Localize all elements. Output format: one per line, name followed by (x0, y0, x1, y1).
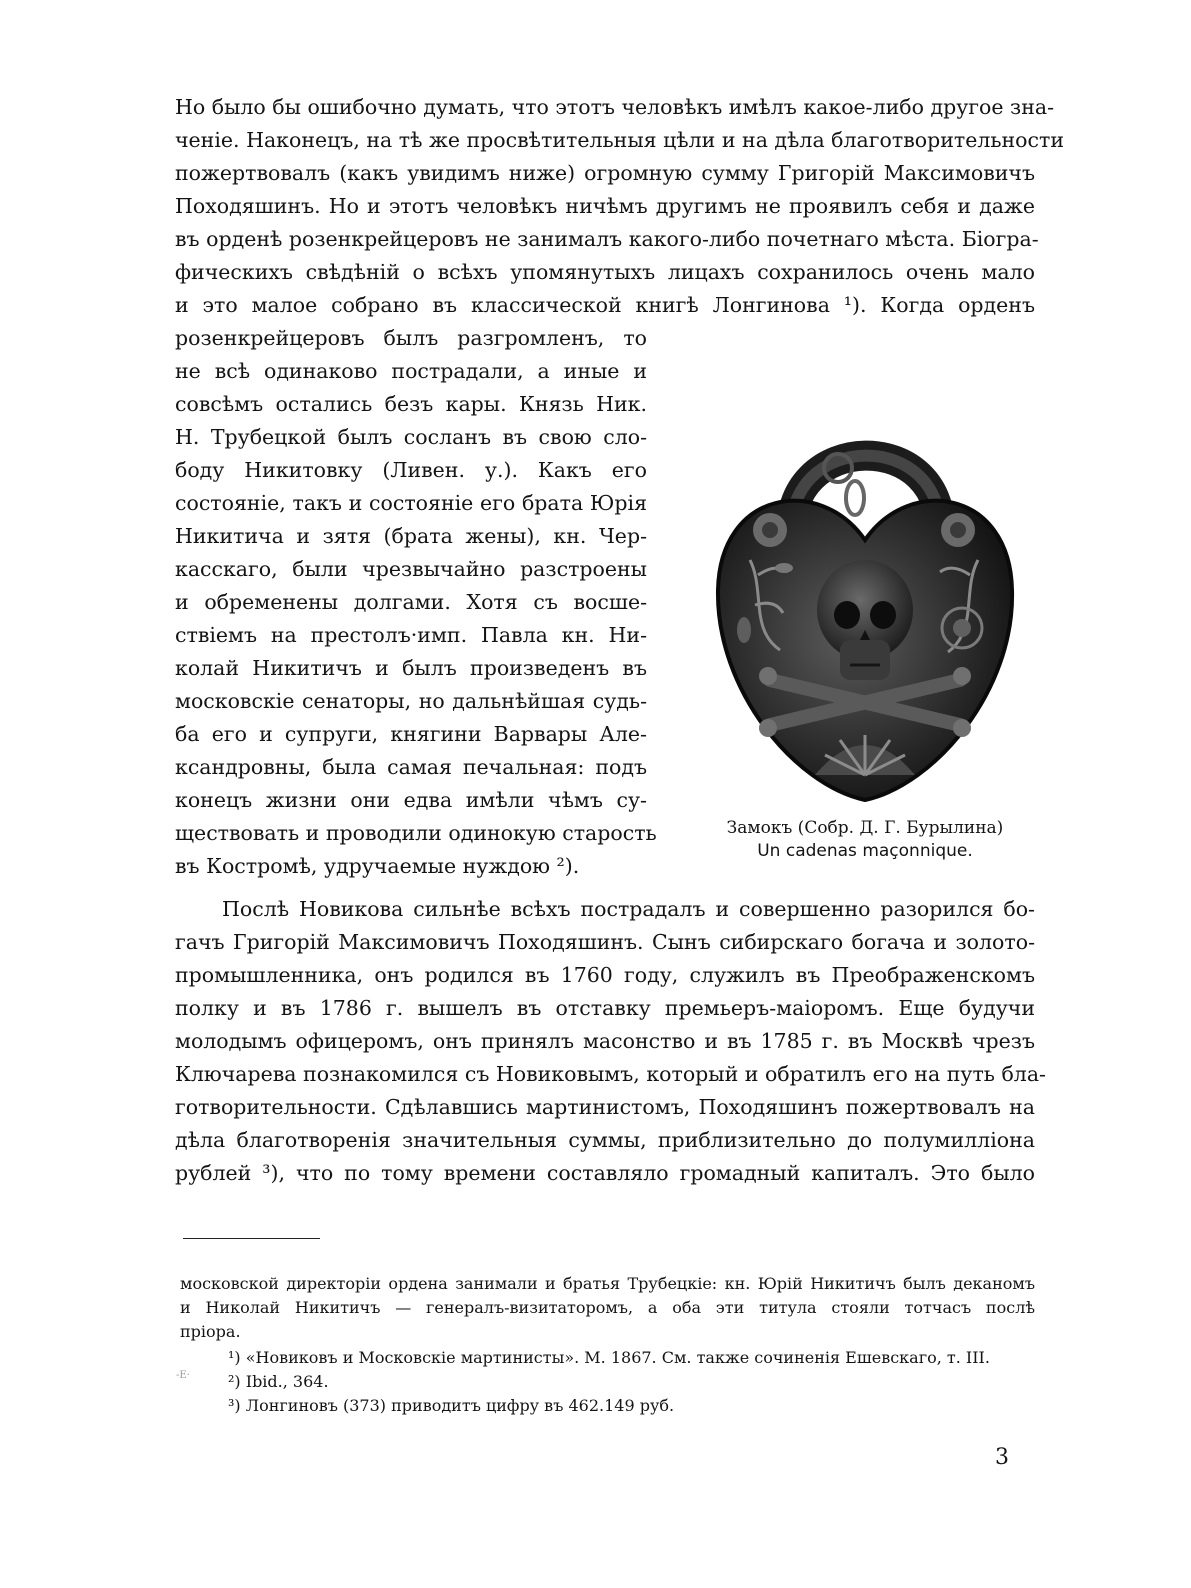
body-line: рублей ³), что по тому времени составляло громадный капиталъ. Это было (175, 1161, 1035, 1185)
wrap-line: ществовать и проводили одинокую старость (175, 821, 657, 845)
body-line: фическихъ свѣдѣній о всѣхъ упомянутыхъ лицахъ сохранилось очень мало (175, 260, 1035, 284)
body-line: полку и въ 1786 г. вышелъ въ отставку премьеръ-маіоромъ. Еще будучи (175, 996, 1035, 1020)
body-line: дѣла благотворенія значительныя суммы, приблизительно до полумилліона (175, 1128, 1035, 1152)
body-line: въ орденѣ розенкрейцеровъ не занималъ какого-либо почетнаго мѣста. Біогра- (175, 227, 1039, 251)
wrap-line: совсѣмъ остались безъ кары. Князь Ник. (175, 392, 647, 416)
figure-caption: Замокъ (Собр. Д. Г. Бурылина) (726, 818, 1004, 838)
body-line: пожертвовалъ (какъ увидимъ ниже) огромную сумму Григорій Максимовичъ (175, 161, 1035, 185)
wrap-line: въ Костромѣ, удручаемые нуждою ²). (175, 854, 580, 878)
body-line: готворительности. Сдѣлавшись мартинистомъ, Походяшинъ пожертвовалъ на (175, 1095, 1035, 1119)
footnote-line: пріора. (180, 1322, 241, 1341)
wrap-line: и обременены долгами. Хотя съ восше- (175, 590, 647, 614)
figure-caption-french: Un cadenas maçonnique. (757, 841, 973, 861)
wrap-line: касскаго, были чрезвычайно разстроены (175, 557, 647, 581)
wrap-line: Никитича и зятя (брата жены), кн. Чер- (175, 524, 647, 548)
body-line: Но было бы ошибочно думать, что этотъ человѣкъ имѣлъ какое-либо другое зна- (175, 95, 1055, 119)
wrap-line: ба его и супруги, княгини Варвары Але- (175, 722, 647, 746)
body-line: и это малое собрано въ классической книгѣ Лонгинова ¹). Когда орденъ (175, 293, 1035, 317)
body-line: Послѣ Новикова сильнѣе всѣхъ пострадалъ и совершенно разорился бо- (222, 897, 1035, 921)
body-line: Походяшинъ. Но и этотъ человѣкъ ничѣмъ другимъ не проявилъ себя и даже (175, 194, 1035, 218)
wrap-line: ксандровны, была самая печальная: подъ (175, 755, 647, 779)
wrap-line: колай Никитичъ и былъ произведенъ въ (175, 656, 647, 680)
body-line: Ключарева познакомился съ Новиковымъ, который и обратилъ его на путь бла- (175, 1062, 1046, 1086)
body-line: ченіе. Наконецъ, на тѣ же просвѣтительныя цѣли и на дѣла благотворительности (175, 128, 1065, 152)
wrap-line: конецъ жизни они едва имѣли чѣмъ су- (175, 788, 647, 812)
footnote-3: ³) Лонгиновъ (373) приводитъ цифру въ 462.149 руб. (228, 1396, 675, 1415)
body-line: гачъ Григорій Максимовичъ Походяшинъ. Сынъ сибирскаго богача и золото- (175, 930, 1035, 954)
footnote-line: московской директоріи ордена занимали и братья Трубецкіе: кн. Юрій Никитичъ былъ деканомъ (180, 1274, 1035, 1293)
wrap-line: Н. Трубецкой былъ сосланъ въ свою сло- (175, 425, 647, 449)
body-line: молодымъ офицеромъ, онъ принялъ масонство и въ 1785 г. въ Москвѣ чрезъ (175, 1029, 1035, 1053)
wrap-line: розенкрейцеровъ былъ разгромленъ, то (175, 326, 647, 350)
wrap-line: московскіе сенаторы, но дальнѣйшая судь- (175, 689, 647, 713)
footnote-line: и Николай Никитичъ — генералъ-визитаторомъ, а оба эти титула стояли тотчасъ послѣ (180, 1298, 1035, 1317)
margin-mark: -Ε· (176, 1370, 190, 1381)
wrap-line: ствіемъ на престолъ·имп. Павла кн. Ни- (175, 623, 647, 647)
wrap-line: боду Никитовку (Ливен. у.). Какъ его (175, 458, 647, 482)
body-line: промышленника, онъ родился въ 1760 году, служилъ въ Преображенскомъ (175, 963, 1035, 987)
wrap-line: состояніе, такъ и состояніе его брата Юрія (175, 491, 647, 515)
footnote-1: ¹) «Новиковъ и Московскіе мартинисты». М. 1867. См. также сочиненія Ешевскаго, т. III. (228, 1348, 990, 1367)
page-number: 3 (995, 1445, 1009, 1470)
footnote-separator (183, 1238, 320, 1239)
masonic-padlock-image (700, 390, 1030, 810)
wrap-line: не всѣ одинаково пострадали, а иные и (175, 359, 647, 383)
footnote-2: ²) Ibid., 364. (228, 1372, 329, 1391)
